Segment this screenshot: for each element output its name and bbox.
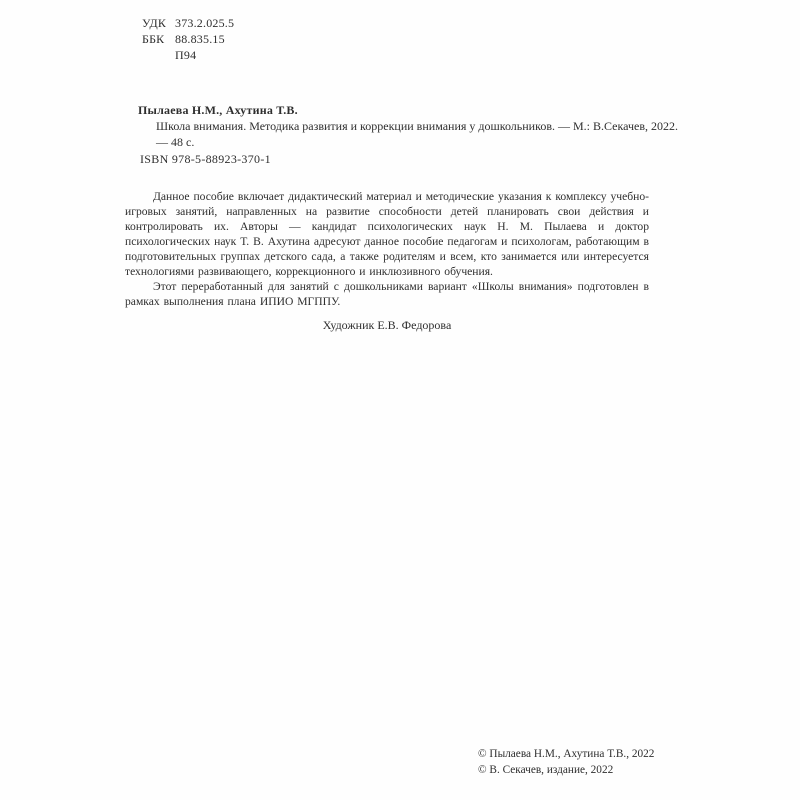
copyright-authors: © Пылаева Н.М., Ахутина Т.В., 2022 xyxy=(478,748,655,760)
citation-block xyxy=(138,102,678,150)
isbn-line: ISBN 978-5-88923-370-1 xyxy=(140,152,271,166)
copyright-block xyxy=(478,746,654,778)
udk-label: УДК xyxy=(142,16,167,30)
annotation-paragraph-2: Этот переработанный для занятий с дошкольниками вариант «Школы внимания» подготовлен в рамках выполнения плана ИПИО МГППУ. xyxy=(125,280,649,308)
annotation-paragraph-1: Данное пособие включает дидактический материал и методические указания к комплексу учебно-игровых занятий, направленных на развитие способности детей планировать свои действия и контролировать их. Авторы — кандидат психологических наук Н. М. Пылаева и доктор психологических наук Т. В. Ахутина адресуют данное пособие педагогам и психологам, работающим в подготовительных группах детского сада, а также родителям и всем, кто занимается или интересуется технологиями развивающего, коррекционного и инклюзивного обучения. xyxy=(125,190,649,278)
annotation-block xyxy=(125,189,649,309)
author-mark: П94 xyxy=(175,48,197,62)
citation-description: Школа внимания. Методика развития и коррекции внимания у дошкольников. — М.: В.Секачев, 2022. — 48 с. xyxy=(156,119,678,149)
artist-credit: Художник Е.В. Федорова xyxy=(322,318,452,332)
bibliographic-codes xyxy=(142,15,234,63)
bbk-label: ББК xyxy=(142,32,165,46)
udk-value: 373.2.025.5 xyxy=(175,16,235,30)
copyright-publisher: © В. Секачев, издание, 2022 xyxy=(478,764,614,776)
citation-authors: Пылаева Н.М., Ахутина Т.В. xyxy=(138,103,298,117)
bbk-value: 88.835.15 xyxy=(175,32,225,46)
